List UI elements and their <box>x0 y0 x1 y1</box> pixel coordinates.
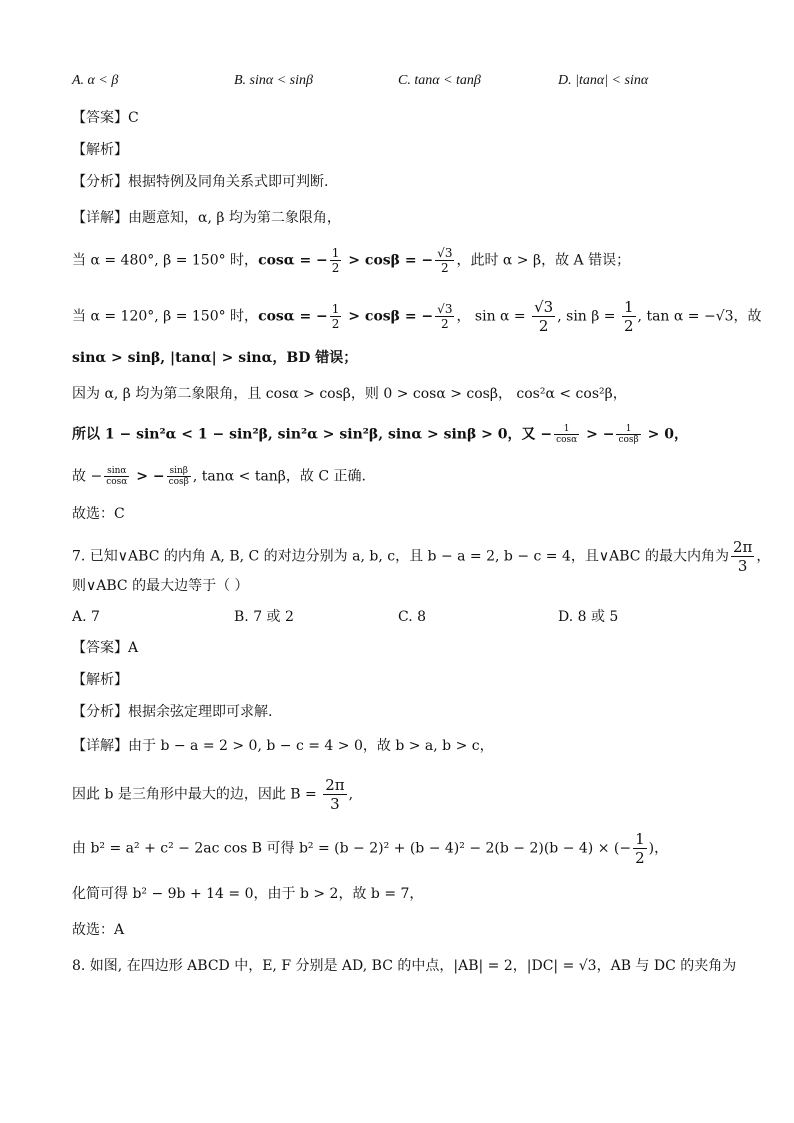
q7-stem-post: ， <box>756 548 771 565</box>
fraction: $\frac{1}{2}$ <box>624 298 634 335</box>
q6-analysis-heading: 【解析】 <box>72 142 128 158</box>
q7-detail-line2 <box>72 776 353 813</box>
q7-detail-line4: 化简可得 b² − 9b + 14 = 0，由于 b > 2，故 b = 7， <box>72 886 424 902</box>
q6-answer: 【答案】C <box>72 110 139 126</box>
q6-option-a: A. α < β <box>72 73 119 88</box>
q7-detail-line3 <box>72 830 668 867</box>
q6-option-b: B. sinα < sinβ <box>234 73 313 88</box>
fraction: $\frac{√3}{2}$ <box>437 246 453 275</box>
fraction: $\frac{\sin\alpha}{\cos\alpha}$ <box>106 466 128 487</box>
q7-detail-line1: 【详解】由于 b − a = 2 > 0, b − c = 4 > 0，故 b > a, b > c， <box>72 738 494 754</box>
q7-line2-pre: 因此 b 是三角形中最大的边，因此 B = <box>72 786 322 803</box>
q6-line2-cos: cosα = − <box>258 252 328 269</box>
q6-detail-line4: sinα > sinβ, |tanα| > sinα，BD 错误； <box>72 350 358 366</box>
q7-option-c: C. 8 <box>398 609 427 625</box>
fraction: $\frac{1}{2}$ <box>331 302 340 331</box>
q6-line3-mid: > cosβ = − <box>343 308 434 325</box>
q6-detail-line7 <box>72 466 366 487</box>
q6-line3-cos: cosα = − <box>258 308 328 325</box>
q7-analysis: 【分析】根据余弦定理即可求解. <box>72 704 273 720</box>
q6-analysis: 【分析】根据特例及同角关系式即可判断. <box>72 174 329 190</box>
q7-option-d: D. 8 或 5 <box>558 609 619 625</box>
q7-analysis-heading: 【解析】 <box>72 672 128 688</box>
fraction: $\frac{1}{2}$ <box>635 830 645 867</box>
q6-line2-mid: > cosβ = − <box>343 252 434 269</box>
fraction: $\frac{\sin\beta}{\cos\beta}$ <box>168 466 189 487</box>
q6-line3-mid2: ， sin α = <box>456 308 531 325</box>
q8-stem: 8. 如图, 在四边形 ABCD 中，E, F 分别是 AD, BC 的中点，|AB| = 2，|DC| = √3，AB 与 DC 的夹角为 <box>72 958 737 974</box>
q6-detail-line3 <box>72 298 762 335</box>
fraction: $\frac{√3}{2}$ <box>437 302 453 331</box>
fraction: $\frac{1}{\cos\alpha}$ <box>556 424 578 445</box>
q6-line7-mid: > − <box>131 468 165 485</box>
q7-choice: 故选：A <box>72 922 125 938</box>
q7-stem-pre: 7. 已知∨ABC 的内角 A, B, C 的对边分别为 a, b, c，且 b − a = 2, b − c = 4，且∨ABC 的最大内角为 <box>72 548 729 565</box>
q6-detail-line2 <box>72 246 630 275</box>
q6-line6-post: > 0， <box>642 426 688 443</box>
q7-options <box>72 606 732 628</box>
q6-line3-mid3: , sin β = <box>557 308 620 325</box>
q6-line2-post: ，此时 α > β，故 A 错误； <box>456 252 631 269</box>
q6-option-d: D. |tanα| < sinα <box>558 73 649 88</box>
q7-line3-post: )， <box>648 840 669 857</box>
q6-line7-pre: 故 − <box>72 468 103 485</box>
q6-detail-line5: 因为 α, β 均为第二象限角，且 cosα > cosβ，则 0 > cosα > cosβ， cos²α < cos²β， <box>72 386 627 402</box>
q7-answer: 【答案】A <box>72 640 139 656</box>
q6-options <box>72 70 732 92</box>
q6-line6-pre: 所以 1 − sin²α < 1 − sin²β, sin²α > sin²β, sinα > sinβ > 0，又 − <box>72 426 553 443</box>
fraction: $\frac{√3}{2}$ <box>534 298 554 335</box>
fraction: $\frac{2\pi}{3}$ <box>325 776 345 813</box>
q6-line6-mid: > − <box>581 426 615 443</box>
q6-line2-pre: 当 α = 480°, β = 150° 时， <box>72 252 259 269</box>
q6-option-c: C. tanα < tanβ <box>398 73 481 88</box>
q6-choice: 故选：C <box>72 506 125 522</box>
q6-line7-post: , tanα < tanβ，故 C 正确. <box>192 468 366 485</box>
q7-stem-line1 <box>72 538 770 575</box>
fraction: $\frac{2\pi}{3}$ <box>732 538 753 575</box>
q6-line3-post: , tan α = −√3，故 <box>637 308 762 325</box>
q7-option-a: A. 7 <box>72 609 100 625</box>
q6-line3-pre: 当 α = 120°, β = 150° 时， <box>72 308 259 325</box>
fraction: $\frac{1}{2}$ <box>331 246 340 275</box>
q6-detail-line1: 【详解】由题意知，α, β 均为第二象限角， <box>72 210 341 226</box>
q7-option-b: B. 7 或 2 <box>234 609 294 625</box>
q7-line2-post: , <box>348 786 354 803</box>
q7-stem-line2: 则∨ABC 的最大边等于（ ） <box>72 578 249 594</box>
q7-line3-pre: 由 b² = a² + c² − 2ac cos B 可得 b² = (b − 2)² + (b − 4)² − 2(b − 2)(b − 4) × (− <box>72 840 632 857</box>
fraction: $\frac{1}{\cos\beta}$ <box>618 424 639 445</box>
q6-detail-line6 <box>72 424 688 445</box>
